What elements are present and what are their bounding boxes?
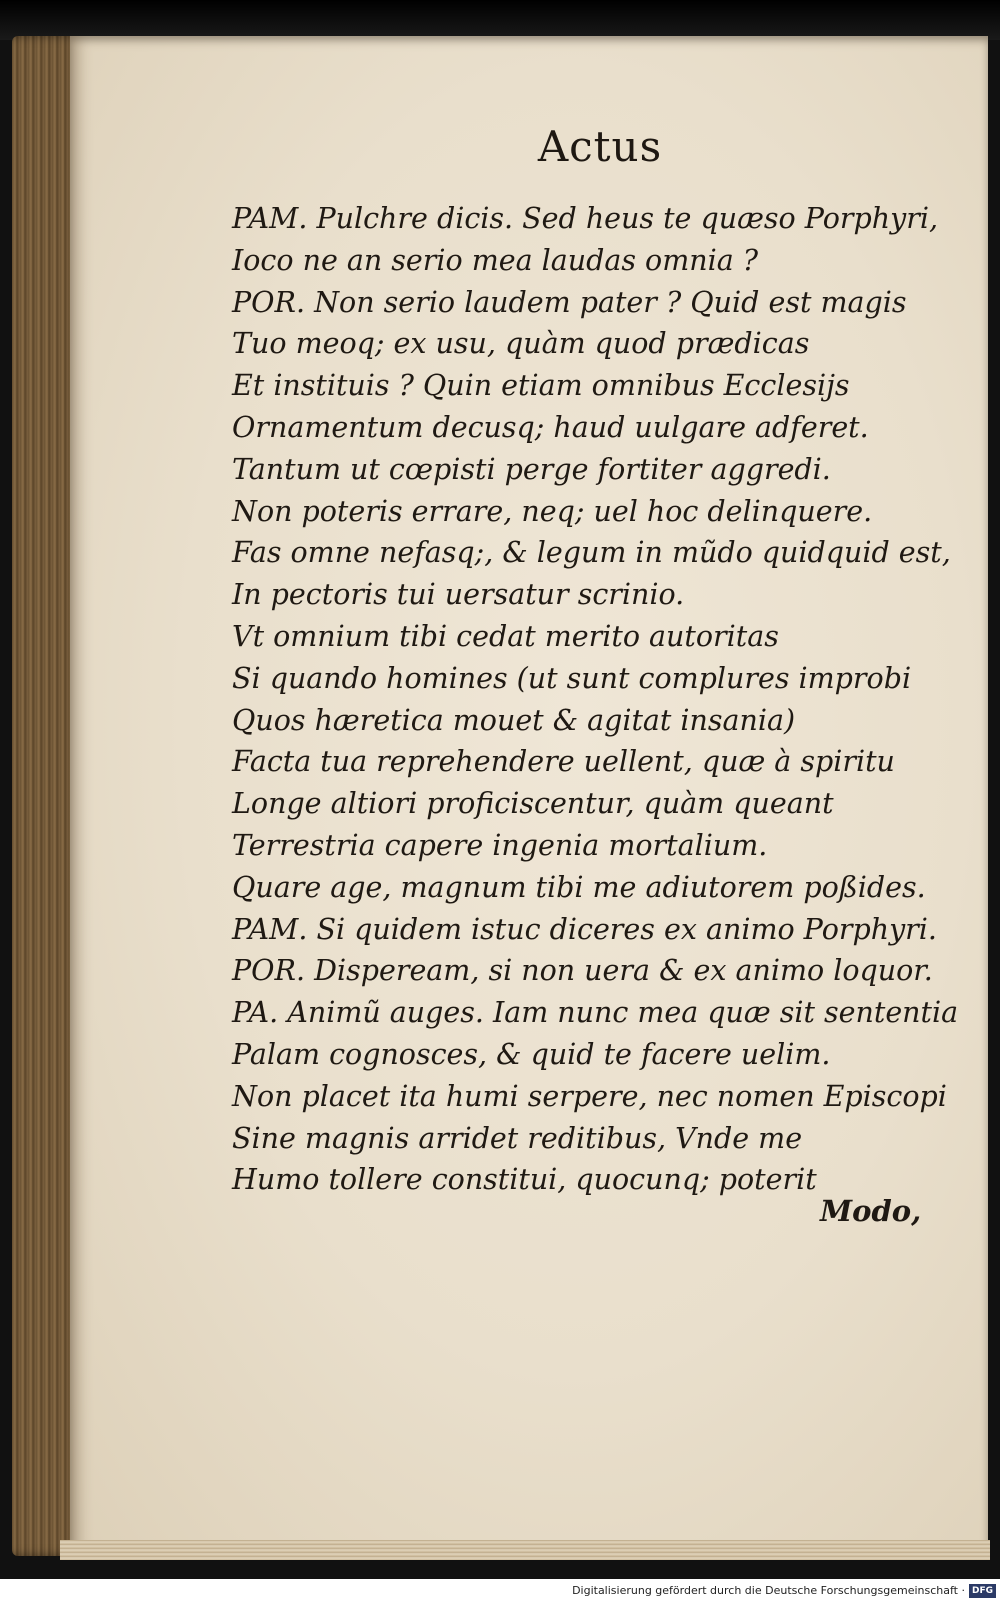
page-heading: Actus xyxy=(537,122,663,171)
text-line: POR. Non serio laudem pater ? Quid est magis xyxy=(232,285,907,319)
scan-top-shadow xyxy=(0,0,1000,40)
text-line: POR. Dispeream, si non uera & ex animo loquor. xyxy=(232,954,933,988)
text-line: Sine magnis arridet reditibus, Vnde me xyxy=(232,1121,803,1155)
page-stack-bottom xyxy=(60,1540,990,1560)
text-line: Vt omnium tibi cedat merito autoritas xyxy=(232,619,779,653)
text-line: PA. Animũ auges. Iam nunc mea quæ sit sententia xyxy=(232,996,959,1030)
text-line: PAM. Pulchre dicis. Sed heus te quæso Porphyri, xyxy=(232,202,939,235)
text-line: Si quando homines (ut sunt complures improbi xyxy=(232,661,912,695)
text-line: In pectoris tui uersatur scrinio. xyxy=(232,578,685,612)
text-line: Palam cognosces, & quid te facere uelim. xyxy=(232,1037,831,1071)
text-line: Non placet ita humi serpere, nec nomen Episcopi xyxy=(232,1079,947,1113)
text-line: Quare age, magnum tibi me adiutorem poßides. xyxy=(232,870,926,904)
catchword: Modo, xyxy=(820,1194,922,1228)
text-line: Ioco ne an serio mea laudas omnia ? xyxy=(232,243,759,277)
text-line: Et instituis ? Quin etiam omnibus Ecclesijs xyxy=(232,369,850,403)
dfg-logo: DFG xyxy=(969,1584,996,1598)
text-line: Tuo meoq; ex usu, quàm quod prædicas xyxy=(232,327,810,361)
text-line: Non poteris errare, neq; uel hoc delinquere. xyxy=(232,494,873,528)
text-line: Humo tollere constitui, quocunq; poterit xyxy=(232,1163,817,1197)
text-block xyxy=(232,198,959,1201)
footer-credit: Digitalisierung gefördert durch die Deutsche Forschungsgemeinschaft · xyxy=(572,1584,965,1597)
text-line: Ornamentum decusq; haud uulgare adferet. xyxy=(232,410,869,444)
digitization-footer xyxy=(0,1579,1000,1603)
text-line: Terrestria capere ingenia mortalium. xyxy=(232,828,768,862)
text-line: Quos hæretica mouet & agitat insania) xyxy=(232,703,796,737)
text-line: Longe altiori proficiscentur, quàm queant xyxy=(232,787,834,821)
text-line: Facta tua reprehendere uellent, quæ à spiritu xyxy=(232,745,895,779)
text-line: Fas omne nefasq;, & legum in mũdo quidquid est, xyxy=(232,536,951,570)
text-line: Tantum ut cœpisti perge fortiter aggredi. xyxy=(232,452,831,486)
text-line: PAM. Si quidem istuc diceres ex animo Porphyri. xyxy=(232,912,937,946)
